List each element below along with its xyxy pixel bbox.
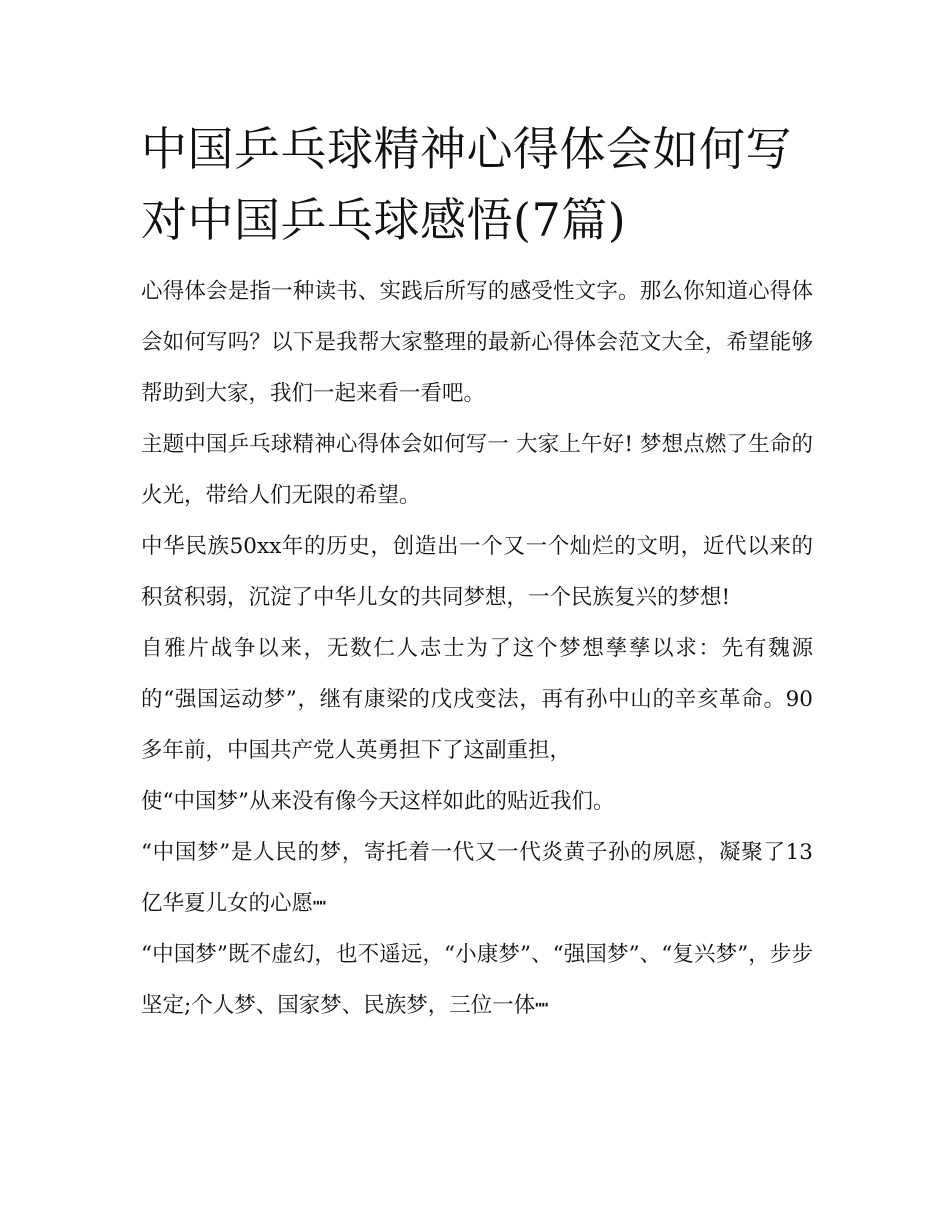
paragraph-topic: 主题中国乒乓球精神心得体会如何写一 大家上午好! 梦想点燃了生命的火光，带给人们无限的希望。 (141, 432, 813, 508)
document-title: 中国乒乓球精神心得体会如何写 对中国乒乓球感悟(7篇) (141, 122, 792, 247)
paragraph-opium-war: 自雅片战争以来，无数仁人志士为了这个梦想孳孳以求：先有魏源的“强国运动梦”，继有康梁的戊戌变法，再有孙中山的辛亥革命。90多年前，中国共产党人英勇担下了这副重担， (141, 636, 813, 763)
document-page (141, 114, 813, 1031)
paragraph-china-dream-near: 使“中国梦”从来没有像今天这样如此的贴近我们。 (141, 789, 615, 814)
paragraph-intro: 心得体会是指一种读书、实践后所写的感受性文字。那么你知道心得体会如何写吗？以下是我帮大家整理的最新心得体会范文大全，希望能够帮助到大家，我们一起来看一看吧。 (141, 279, 813, 406)
paragraph-dream-unity: “中国梦”既不虚幻，也不遥远，“小康梦”、“强国梦”、“复兴梦”，步步坚定;个人梦、国家梦、民族梦，三位一体┉ (141, 942, 813, 1018)
paragraph-people-dream: “中国梦”是人民的梦，寄托着一代又一代炎黄子孙的夙愿，凝聚了13亿华夏儿女的心愿┉ (141, 840, 813, 916)
paragraph-history: 中华民族50xx年的历史，创造出一个又一个灿烂的文明，近代以来的积贫积弱，沉淀了中华儿女的共同梦想，一个民族复兴的梦想! (141, 534, 813, 610)
